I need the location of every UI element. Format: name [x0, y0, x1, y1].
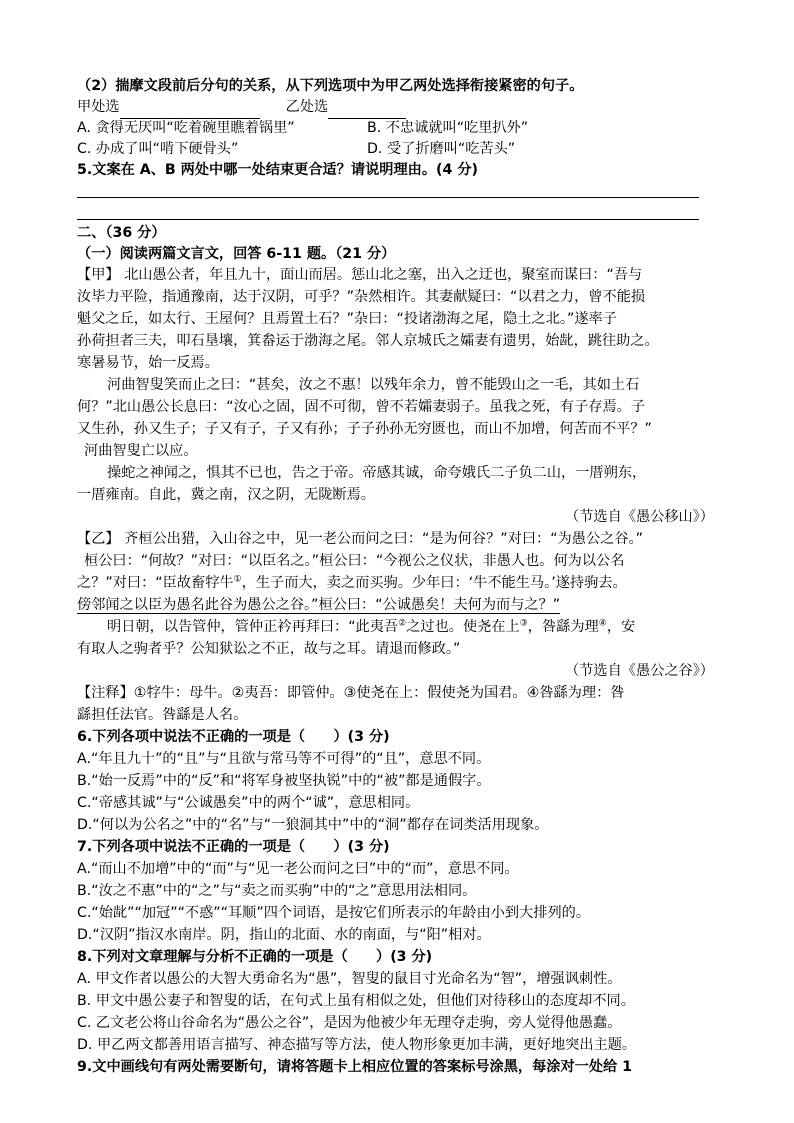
- q7-option-d: D.“汉阴”指汉水南岸。阴，指山的北面、水的南面，与“阳”相对。: [77, 927, 491, 943]
- passage-jia-line: 一厝雍南。自此，冀之南，汉之阴，无陇断焉。: [77, 487, 375, 503]
- passage-jia-line: 寒暑易节，始一反焉。: [77, 355, 219, 371]
- jia-label: 甲处选: [77, 99, 120, 115]
- q2-option-c: C. 办成了叫“啃下硬骨头”: [77, 141, 239, 157]
- underlined-sentence: 傍邻闻之以臣为愚名此谷为愚公之谷。”桓公曰：“公诚愚矣！夫何为而与之？”: [77, 597, 561, 613]
- passage-yi-line: [77, 573, 627, 595]
- q7-option-c: C.“始龀”“加冠”“不惑”“耳顺”四个词语，是按它们所表示的年龄由小到大排列的。: [77, 905, 591, 921]
- notes-line: 【注释】①牸牛：母牛。②夷吾：即管仲。③使尧在上：假使尧为国君。④咎繇为理：咎: [77, 685, 625, 701]
- passage-jia-line: 何？”北山愚公长息曰：“汝心之固，固不可彻，曾不若孀妻弱子。虽我之死，有子存焉。子: [77, 399, 646, 415]
- footnote-marker: ④: [598, 618, 607, 629]
- jia-answer-blank[interactable]: [120, 104, 260, 119]
- text-span: 明日朝，以告管仲，管仲正衿再拜曰：“此夷吾: [107, 619, 399, 635]
- yi-label: 乙处选: [285, 99, 329, 115]
- yi-answer-blank[interactable]: [328, 104, 406, 119]
- passage-jia-line: 魁父之丘，如太行、王屋何？且焉置土石？”杂曰：“投诸渤海之尾，隐土之北。”遂率子: [77, 311, 617, 327]
- passage-yi-underlined-line: [77, 595, 560, 617]
- q6-option-c: C.“帝感其诚”与“公诚愚矣”中的两个“诚”，意思相同。: [77, 795, 420, 811]
- passage-jia-line: 汝毕力平险，指通豫南，达于汉阴，可乎？”杂然相许。其妻献疑曰：“以君之力，曾不能损: [77, 289, 646, 305]
- passage-jia-line: 孙荷担者三夫，叩石垦壤，箕畚运于渤海之尾。邻人京城氏之孀妻有遗男，始龀，跳往助之。: [77, 333, 659, 349]
- q8-option-d: D. 甲乙两文都善用语言描写、神态描写等方法，使人物形象更加丰满，更好地突出主题。: [77, 1037, 637, 1053]
- passage-jia-line: 河曲智叟笑而止之曰：“甚矣，汝之不惠！以残年余力，曾不能毁山之一毛，其如土石: [107, 377, 640, 393]
- q6-option-a: A.“年且九十”的“且”与“且欲与常马等不可得”的“且”，意思不同。: [77, 751, 491, 767]
- q2-answer-line: [77, 97, 406, 119]
- q2-option-b: B. 不忠诚就叫“吃里扒外”: [367, 120, 529, 136]
- section-part-title: （一）阅读两篇文言文，回答 6-11 题。（21 分）: [77, 246, 396, 262]
- q7-option-b: B.“汝之不惠”中的“之”与“卖之而买驹”中的“之”意思用法相同。: [77, 883, 477, 899]
- text-span: ，生子而大，卖之而买驹。少年曰：‘牛不能生马。’遂持驹去。: [241, 575, 627, 591]
- q6-stem: 6.下列各项中说法不正确的一项是（ ）(3 分): [77, 729, 390, 745]
- passage-yi-line: 有取人之驹者乎？公知狱讼之不正，故与之耳。请退而修政。”: [77, 641, 461, 657]
- passage-yi-source: （节选自《愚公之谷》）: [565, 663, 714, 679]
- q9-stem: 9.文中画线句有两处需要断句，请将答题卡上相应位置的答案标号涂黑，每涂对一处给 1: [77, 1059, 633, 1075]
- q8-option-a: A. 甲文作者以愚公的大智大勇命名为“愚”，智叟的鼠目寸光命名为“智”，增强讽刺性。: [77, 971, 622, 987]
- footnote-marker: ③: [519, 618, 528, 629]
- text-span: ，咎繇为理: [527, 619, 599, 635]
- q2-prompt: （2）揣摩文段前后分句的关系，从下列选项中为甲乙两处选择衔接紧密的句子。: [77, 78, 584, 94]
- footnote-marker: ②: [398, 618, 407, 629]
- text-span: ，安: [606, 619, 636, 635]
- passage-jia-source: （节选自《愚公移山》）: [565, 509, 714, 525]
- section-title: 二、（36 分）: [77, 225, 166, 241]
- answer-rule[interactable]: [77, 197, 699, 198]
- q8-option-c: C. 乙文老公将山谷命名为“愚公之谷”，是因为他被少年无理夺走驹，旁人觉得他愚蠢。: [77, 1015, 622, 1031]
- q5-stem: 5.文案在 A、B 两处中哪一处结束更合适？请说明理由。(4 分): [77, 162, 479, 178]
- q2-option-d: D. 受了折磨叫“吃苦头”: [367, 141, 516, 157]
- q7-stem: 7.下列各项中说法不正确的一项是（ ）(3 分): [77, 839, 390, 855]
- passage-jia-line: 河曲智叟亡以应。: [84, 443, 198, 459]
- passage-yi-line: [107, 617, 635, 639]
- q7-option-a: A.“而山不加增”中的“而”与“见一老公而问之曰”中的“而”，意思不同。: [77, 861, 519, 877]
- notes-line: 繇担任法官。咎繇是人名。: [77, 707, 248, 723]
- passage-jia-line: 又生孙，孙又生子；子又有子，子又有孙；子子孙孙无穷匮也，而山不加增，何苦而不平？”: [77, 421, 652, 437]
- text-span: 之过也。使尧在上: [406, 619, 520, 635]
- footnote-marker: ①: [233, 574, 242, 585]
- q2-option-a: A. 贪得无厌叫“吃着碗里瞧着锅里”: [77, 120, 295, 136]
- answer-rule[interactable]: [77, 219, 699, 220]
- passage-yi-line: 桓公曰：“何故？”对曰：“以臣名之。”桓公曰：“今视公之仪状，非愚人也。何为以公名: [84, 553, 625, 569]
- q6-option-b: B.“始一反焉”中的“反”和“将军身被坚执锐”中的“被”都是通假字。: [77, 773, 491, 789]
- q8-stem: 8.下列对文章理解与分析不正确的一项是（ ）(3 分): [77, 949, 433, 965]
- passage-yi-line: 【乙】 齐桓公出猎，入山谷之中，见一老公而问之曰：“是为何谷？”对曰：“为愚公之谷。”: [77, 531, 643, 547]
- passage-jia-line: 【甲】 北山愚公者，年且九十，面山而居。惩山北之塞，出入之迂也，聚室而谋曰：“吾与: [77, 267, 643, 283]
- q6-option-d: D.“何以为公名之”中的“名”与“一狼洞其中”中的“洞”都存在词类活用现象。: [77, 817, 549, 833]
- text-span: 之？”对曰：“臣故畜牸牛: [77, 575, 234, 591]
- q8-option-b: B. 甲文中愚公妻子和智叟的话，在句式上虽有相似之处，但他们对待移山的态度却不同。: [77, 993, 635, 1009]
- passage-jia-line: 操蛇之神闻之，惧其不已也，告之于帝。帝感其诚，命夸娥氏二子负二山，一厝朔东，: [107, 465, 647, 481]
